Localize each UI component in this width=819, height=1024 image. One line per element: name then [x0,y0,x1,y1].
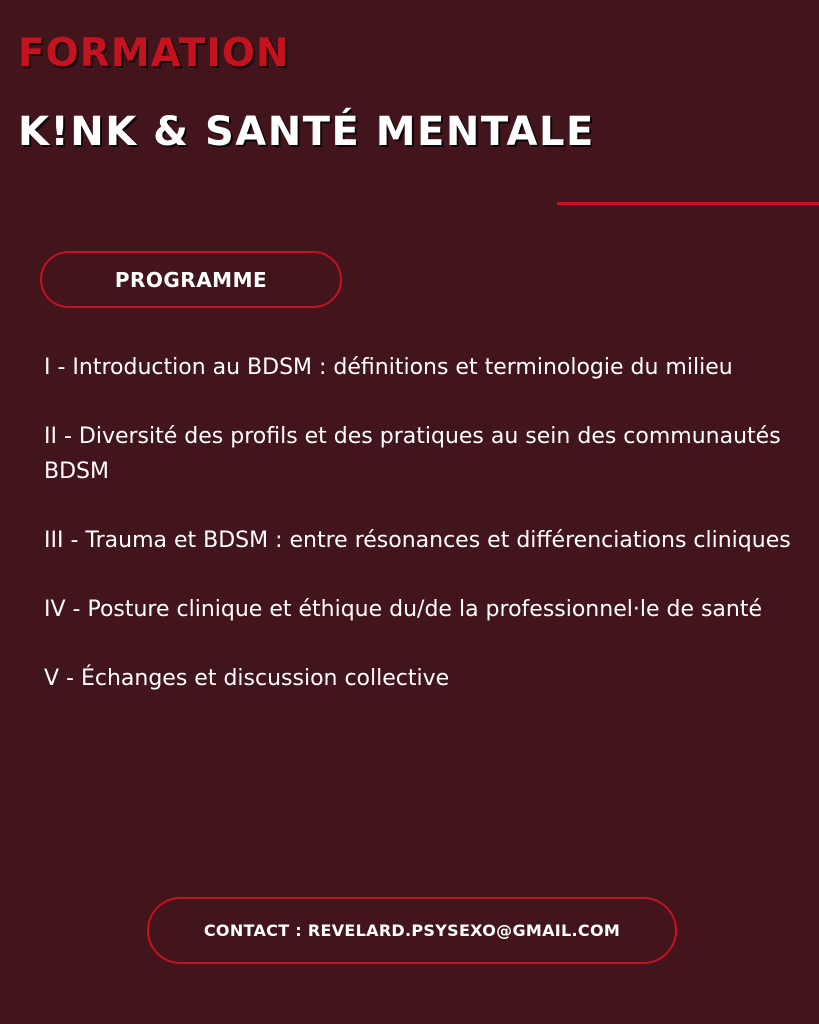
program-item-5: V - Échanges et discussion collective [44,666,450,691]
accent-divider [557,202,819,205]
contact-label: CONTACT : REVELARD.PSYSEXO@GMAIL.COM [203,921,621,940]
program-list [44,350,794,730]
programme-badge-label: PROGRAMME [114,267,268,292]
kicker-heading: FORMATION [18,31,290,76]
program-item-1: I - Introduction au BDSM : définitions et terminologie du milieu [44,355,733,380]
program-item-4: IV - Posture clinique et éthique du/de la professionnel·le de santé [44,597,763,622]
contact-badge [147,897,677,964]
programme-badge [40,251,342,308]
program-item-3: III - Trauma et BDSM : entre résonances et différenciations cliniques [44,528,791,553]
page-title: K!NK & SANTÉ MENTALE [18,109,595,155]
program-item-2: II - Diversité des profils et des pratiques au sein des communautés BDSM [44,424,781,484]
